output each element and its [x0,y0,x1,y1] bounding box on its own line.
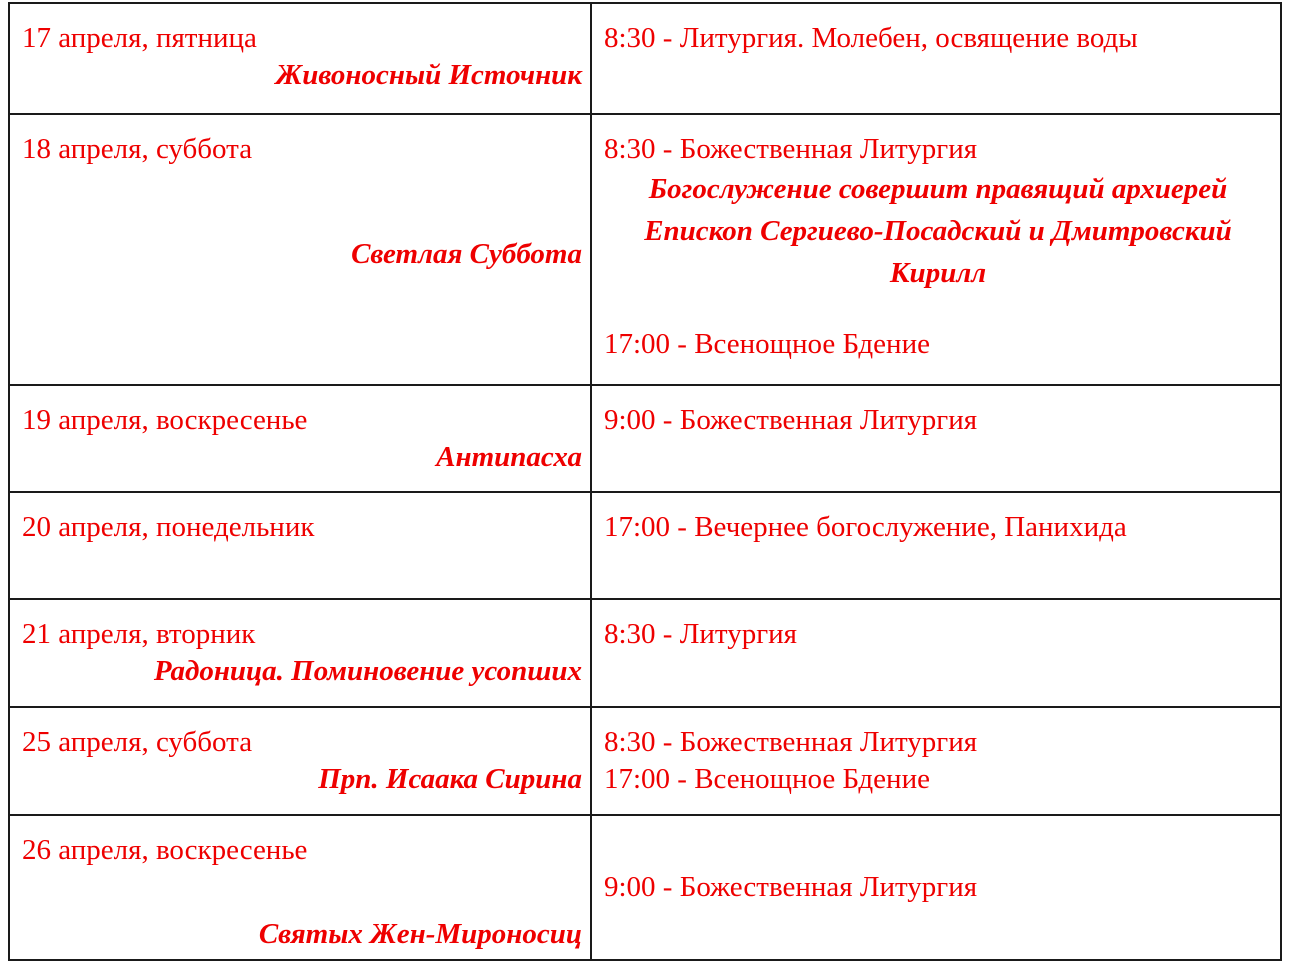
feast-name: Антипасха [436,441,582,473]
feast-name: Живоносный Источник [275,59,582,91]
date-cell [9,385,591,492]
table-row [9,385,1281,492]
date-text: 25 апреля, суббота [22,726,253,758]
date-cell [9,114,591,385]
date-text: 26 апреля, воскресенье [22,834,308,866]
table-row [9,114,1281,385]
table-row [9,707,1281,815]
services-cell [591,599,1281,707]
schedule-table [8,2,1282,961]
services-cell [591,492,1281,599]
date-text: 19 апреля, воскресенье [22,404,308,436]
table-row [9,492,1281,599]
service-line: 17:00 - Всенощное Бдение [604,763,930,795]
service-line: 17:00 - Всенощное Бдение [604,328,930,360]
service-line: 9:00 - Божественная Литургия [604,404,978,436]
date-cell [9,815,591,960]
service-line: 9:00 - Божественная Литургия [604,871,978,903]
services-cell [591,815,1281,960]
services-cell [591,707,1281,815]
feast-name: Святых Жен-Мироносиц [258,918,582,950]
table-row [9,599,1281,707]
date-text: 18 апреля, суббота [22,133,253,165]
table-row [9,815,1281,960]
date-cell [9,3,591,114]
table-row [9,3,1281,114]
service-line: 17:00 - Вечернее богослужение, Панихида [604,511,1127,543]
feast-name: Светлая Суббота [351,238,582,270]
feast-name: Радоница. Поминовение усопших [153,655,582,687]
date-cell [9,599,591,707]
date-cell [9,707,591,815]
celebrant-note: Богослужение совершит правящий архиерей Епископ Сергиево-Посадский и Дмитровский Кирилл [644,173,1232,289]
service-line: 8:30 - Литургия [604,618,797,650]
feast-name: Прп. Исаака Сирина [318,763,582,795]
service-line: 8:30 - Божественная Литургия [604,133,978,165]
services-cell [591,3,1281,114]
services-cell [591,114,1281,385]
date-text: 20 апреля, понедельник [22,511,315,543]
date-text: 17 апреля, пятница [22,22,257,54]
date-cell [9,492,591,599]
service-line: 8:30 - Божественная Литургия [604,726,978,758]
services-cell [591,385,1281,492]
date-text: 21 апреля, вторник [22,618,256,650]
service-line: 8:30 - Литургия. Молебен, освящение воды [604,22,1138,54]
